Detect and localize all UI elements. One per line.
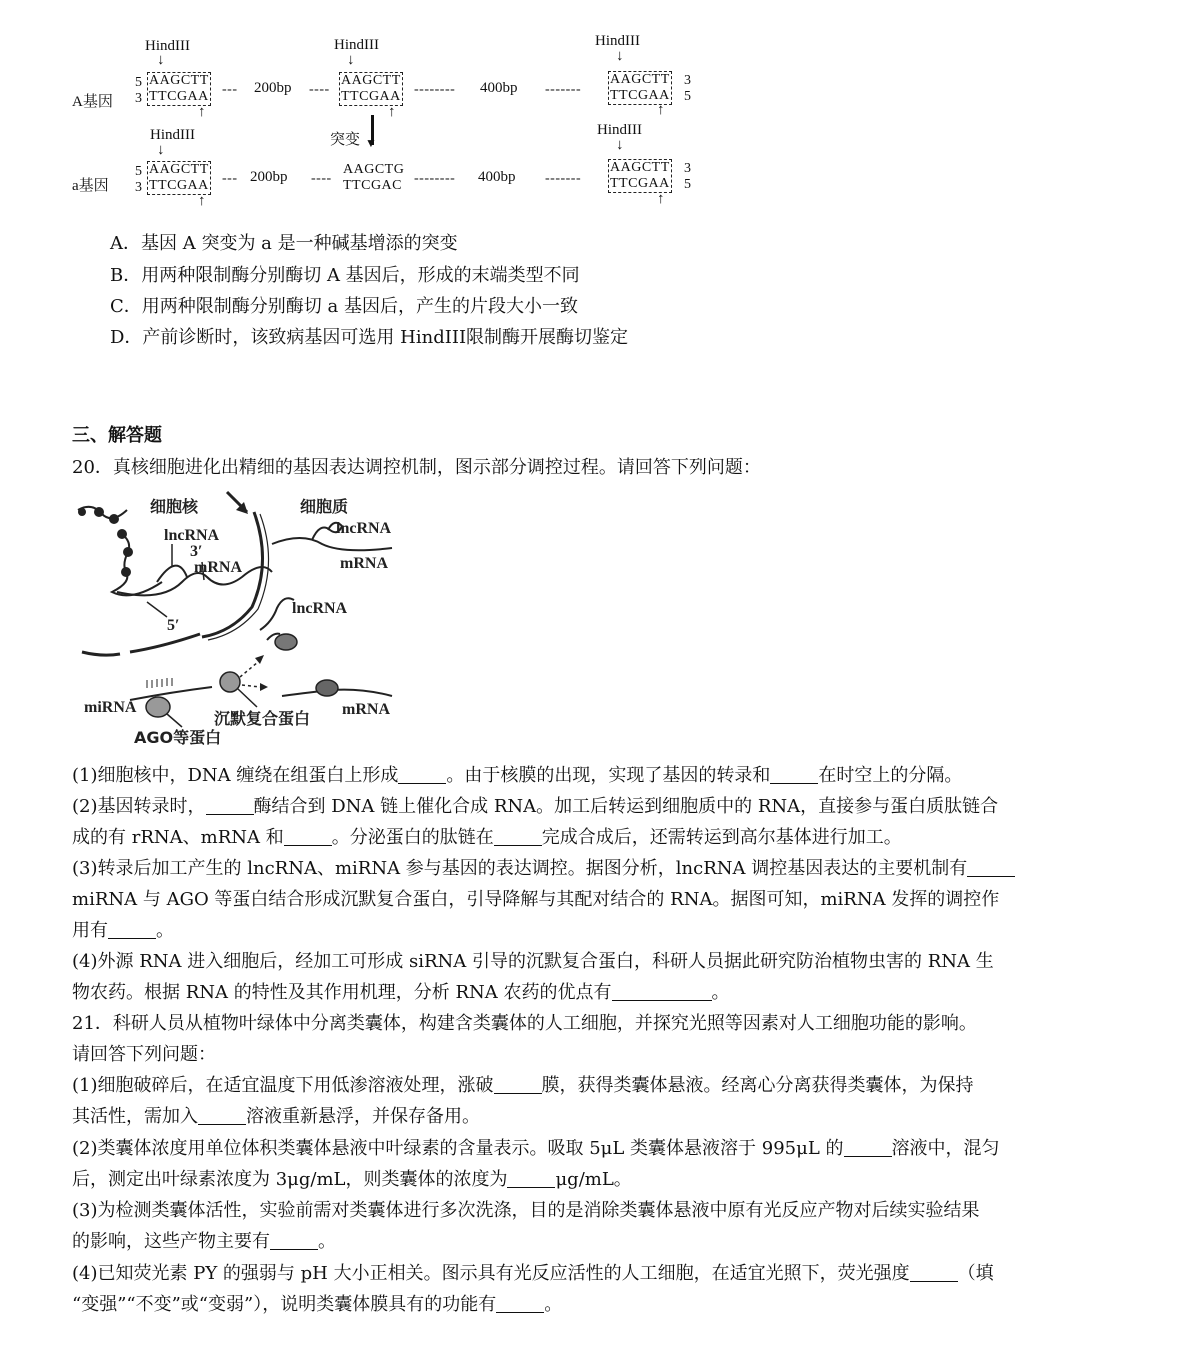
enzyme-label: HindIII xyxy=(145,38,190,54)
dash-line: -------- xyxy=(414,171,456,186)
fragment-200bp: 200bp xyxy=(250,169,288,185)
cytoplasm-label: 细胞质 xyxy=(300,497,349,516)
q21-stem: 21．科研人员从植物叶绿体中分离类囊体，构建含类囊体的人工细胞，并探究光照等因素对人工细胞功能的影响。 请回答下列问题： xyxy=(72,1013,977,1065)
arrow-up-icon: ↑ xyxy=(198,193,206,209)
prime-3: 3 xyxy=(135,91,143,106)
q20-part1: (1)细胞核中，DNA 缠绕在组蛋白上形成 。由于核膜的出现，实现了基因的转录和 在时空上的分隔。 xyxy=(72,765,963,786)
q20-part2: (2)基因转录时， 酶结合到 DNA 链上催化合成 RNA。加工后转运到细胞质中的 RNA，直接参与蛋白质肽链合 成的有 rRNA、mRNA 和 。分泌蛋白的肽链在 完成合成后，还需转运到高尔基体进行加工。 xyxy=(72,796,999,848)
answer-blank[interactable] xyxy=(844,1138,892,1157)
mrna-label: mRNA xyxy=(342,701,390,718)
nucleus-label: 细胞核 xyxy=(150,497,199,516)
prime3-label: 3′ xyxy=(190,543,203,560)
mrna-label: mRNA xyxy=(340,555,388,572)
dash-line: -------- xyxy=(414,82,456,97)
hindiii-site: AAGCTT TTCGAA xyxy=(149,73,209,104)
arrow-up-icon: ↑ xyxy=(657,102,665,118)
mutated-site: AAGCTG TTCGAC xyxy=(343,162,405,193)
prime5-label: 5′ xyxy=(167,617,180,634)
option-c: C．用两种限制酶分别酶切 a 基因后，产生的片段大小一致 xyxy=(110,296,578,317)
option-b: B．用两种限制酶分别酶切 A 基因后，形成的末端类型不同 xyxy=(110,265,580,286)
answer-blank[interactable] xyxy=(967,858,1015,877)
hindiii-site: AAGCTT TTCGAA xyxy=(610,160,670,191)
gene-regulation-diagram xyxy=(72,482,422,750)
gene-A-label: A基因 xyxy=(72,94,113,110)
mutation-label: 突变 xyxy=(330,132,361,148)
arrow-up-icon: ↑ xyxy=(657,191,665,207)
answer-blank[interactable] xyxy=(507,1169,555,1188)
lncrna-label: lncRNA xyxy=(292,600,348,617)
lncrna-label: lncRNA xyxy=(336,520,392,537)
prime-3: 3 xyxy=(684,161,692,176)
prime-5: 5 xyxy=(135,75,143,90)
ago-protein-label: AGO等蛋白 xyxy=(134,728,222,747)
prime-3: 3 xyxy=(684,73,692,88)
answer-blank[interactable] xyxy=(910,1263,958,1282)
gene-a-label: a基因 xyxy=(72,178,109,194)
answer-blank[interactable] xyxy=(270,1231,318,1250)
answer-blank[interactable] xyxy=(284,827,332,846)
option-d: D．产前诊断时，该致病基因可选用 HindIII限制酶开展酶切鉴定 xyxy=(110,327,629,348)
option-a: A．基因 A 突变为 a 是一种碱基增添的突变 xyxy=(110,233,458,254)
prime-5: 5 xyxy=(684,177,692,192)
answer-blank[interactable] xyxy=(108,920,156,939)
dash-line: --- xyxy=(222,171,238,186)
arrow-down-icon: ↓ xyxy=(157,52,165,68)
arrow-down-icon: ↓ xyxy=(347,52,355,68)
arrow-down-icon: ↓ xyxy=(616,137,624,153)
section-title: 三、解答题 xyxy=(72,425,162,446)
answer-blank[interactable] xyxy=(398,765,446,784)
hindiii-site: AAGCTT TTCGAA xyxy=(610,72,670,103)
silencing-complex-label: 沉默复合蛋白 xyxy=(214,709,311,728)
q21-part4: (4)已知荧光素 PY 的强弱与 pH 大小正相关。图示具有光反应活性的人工细胞，在适宜光照下，荧光强度 （填 “变强”“不变”或“变弱”），说明类囊体膜具有的功能有 。 xyxy=(72,1263,994,1315)
q21-part3: (3)为检测类囊体活性，实验前需对类囊体进行多次洗涤，目的是消除类囊体悬液中原有光反应产物对后续实验结果 的影响，这些产物主要有 。 xyxy=(72,1200,980,1252)
hindiii-site: AAGCTT TTCGAA xyxy=(341,73,401,104)
answer-blank[interactable] xyxy=(494,827,542,846)
prime-5: 5 xyxy=(684,89,692,104)
answer-blank[interactable] xyxy=(494,1075,542,1094)
lncrna-label: lncRNA xyxy=(164,527,220,544)
arrow-down-icon: ▼ xyxy=(365,136,377,150)
prime-5: 5 xyxy=(135,164,143,179)
arrow-down-icon: ↓ xyxy=(157,142,165,158)
arrow-down-icon: ↓ xyxy=(616,48,624,64)
q21-part1: (1)细胞破碎后，在适宜温度下用低渗溶液处理，涨破 膜，获得类囊体悬液。经离心分离获得类囊体，为保持 其活性，需加入 溶液重新悬浮，并保存备用。 xyxy=(72,1075,974,1127)
q20-part4: (4)外源 RNA 进入细胞后，经加工可形成 siRNA 引导的沉默复合蛋白，科研人员据此研究防治植物虫害的 RNA 生 物农药。根据 RNA 的特性及其作用机理，分析 RNA 农药的优点有 。 xyxy=(72,951,994,1003)
answer-blank[interactable] xyxy=(198,1106,246,1125)
answer-blank[interactable] xyxy=(496,1294,544,1313)
arrow-up-icon: ↑ xyxy=(198,104,206,120)
answer-blank[interactable] xyxy=(206,796,254,815)
fragment-400bp: 400bp xyxy=(478,169,516,185)
q21-part2: (2)类囊体浓度用单位体积类囊体悬液中叶绿素的含量表示。吸取 5μL 类囊体悬液溶于 995μL 的 溶液中，混匀 后，测定出叶绿素浓度为 3μg/mL，则类囊体的浓度为 μg/mL。 xyxy=(72,1138,1000,1190)
chromatin-icon xyxy=(78,507,162,596)
enzyme-label: HindIII xyxy=(334,37,379,53)
dash-line: ---- xyxy=(311,171,332,186)
dash-line: --- xyxy=(222,82,238,97)
enzyme-label: HindIII xyxy=(597,122,642,138)
mrna-label: mRNA xyxy=(194,559,242,576)
dash-line: ---- xyxy=(309,82,330,97)
enzyme-label: HindIII xyxy=(150,127,195,143)
hindiii-site: AAGCTT TTCGAA xyxy=(149,162,209,193)
fragment-400bp: 400bp xyxy=(480,80,518,96)
q20-part3: (3)转录后加工产生的 lncRNA、miRNA 参与基因的表达调控。据图分析，lncRNA 调控基因表达的主要机制有 miRNA 与 AGO 等蛋白结合形成沉默复合蛋白，引导降解与其配对结合的 RNA。据图可知，miRNA 发挥的调控作 用有 。 xyxy=(72,853,1118,946)
mirna-label: miRNA xyxy=(84,699,137,716)
enzyme-label: HindIII xyxy=(595,33,640,49)
dash-line: ------- xyxy=(545,171,582,186)
arrow-up-icon: ↑ xyxy=(388,104,396,120)
prime-3: 3 xyxy=(135,180,143,195)
answer-blank[interactable] xyxy=(612,982,712,1001)
dash-line: ------- xyxy=(545,82,582,97)
answer-blank[interactable] xyxy=(770,765,818,784)
q20-stem: 20．真核细胞进化出精细的基因表达调控机制，图示部分调控过程。请回答下列问题： xyxy=(72,457,761,478)
fragment-200bp: 200bp xyxy=(254,80,292,96)
